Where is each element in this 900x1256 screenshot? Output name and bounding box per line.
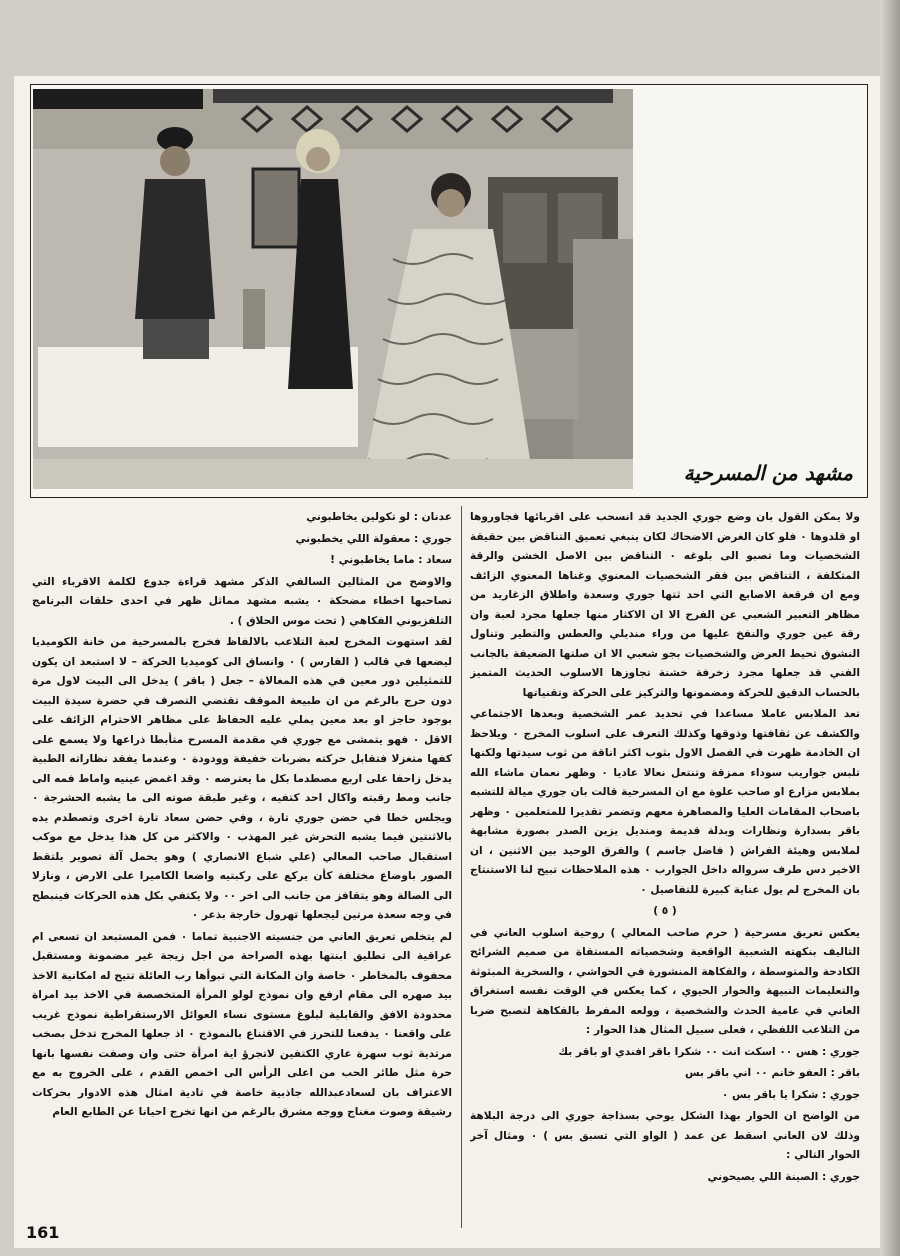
dialogue-line: باقر : العفو خانم ٠٠ اني باقر بس [685, 1067, 860, 1079]
paragraph: تعد الملابس عاملا مساعدا في تحديد عمر الشخصية وبعدها الاجتماعي والكشف عن ثقافتها وذوقها وكذلك التعرف على اسلوب المخرج ٠ ويلاحظ ان الخادمة ظهرت في الفصل الاول بثوب اكثر اناقة من ثوب سيدتها ولكنها تلبس جواريب سوداء ممزقة وتنتعل نعالا عاديا ٠ وظهر نعمان ماشاء الله بملابس مزارع او صاحب علوة مع ان المسرحية قالت بان جوري ميالة للتشبه باصحاب المقامات العليا والمصاهرة معهم وتضمر تقديرا للمتعلمين ٠ وظهر باقر بسدارة ونظارات وبدلة قديمة ومنديل يزين الصدر بصورة مشابهة لملابس وهيئة الفراش ( فاضل جاسم ) والفرق الوحيد بين الاثنين ، ان الاخير دس طرف سرواله داخل الجوارب ٠ هذه الملاحظات تبيح لنا الاستنتاج بان المخرج لم يول عناية كبيرة للتفاصيل ٠ [470, 708, 860, 896]
photo-caption: مشهد من المسرحية [683, 461, 853, 485]
dialogue-line: جوري : الصينة اللي يصيحوني [707, 1170, 860, 1183]
paragraph: لم يتخلص تعريق العاني من جنسيته الاجنبية تماما ٠ فمن المستبعد ان تسعى ام عراقية الى تطليق ابنتها بهذه الصراحة من اجل زيجة غير مضمونة ومستقبل محفوف بالمخاطر ٠ خاصة وان المكانة التي تبوأها رب العائلة تتيح له امكانية الاخذ بيد صهره الى مقام ارفع وان نموذج لولو المرأة المتخصصة في الاخذ بيد امراة محدودة الافق والقابلية لبلوغ مستوى نساء العوائل الارستقراطية نموذج غريب على واقعنا ٠ يدفعنا للتحرز في الاقتناع بالنموذج ٠ اذ جعلها المخرج تدخل بصخب مرتدية ثوب سهرة عاري الكتفين لاتجرؤ اية امرأة حتى وان وصفت نفسها بانها حرة مثل طائر الحب من اعلى الرأس الى اخمص القدم ، على الخروج به مع الاعتراف بان لسعادعبدالله جاذبية خاصة في تادية امثال هذه الادوار بحركات رشيقة وصوت مغناج ووجه مشرق بالرغم من انها تخرج احيانا عن الطابع العام [32, 930, 452, 1118]
paragraph: لقد استهوت المخرج لعبة التلاعب بالالفاظ فخرج بالمسرحية من خانة الكوميديا ليضعها في قالب ( الفارس ) ٠ وانساق الى كوميديا الحركة – لا استبعد ان يكون للتمثيلين دور معين في هذه المغالاة – جعل ( باقر ) يدخل الى البيت لاول مرة دون حرج بالرغم من ان طبيعة الموقف تقتضي التصرف في حضرة سيدة البيت بوجود حاجز او بعد معين يملي عليه الحفاظ على مظاهر الاحترام الزائف على الاقل ٠ فهو يتمشى مع جوري في مقدمة المسرح متأبطا ذراعها ولا يسمع على كفها متغزلا فتقابل حركته بضربات خفيفة وودودة ٠ وعندما يفقد نظاراته الطبية يدخل زاحفا على اربع مصطدما بكل ما يعترضه ٠ وقد اغمض عينيه واماط فمه الى جانب ومط رقبته واكال احد كتفيه ، وغير طبقة صوته الى ما يشبه الحشرجة ٠ ويجلس خطا في حضن جوري تارة ، وفي حضن سعاد تارة اخرى وتصطدم يده بالاثنتين فيما يشبه التحرش غير المهذب ٠ والاكثر من كل هذا يدخل مع موكب استقبال صاحب المعالي (علي شباع الانصاري ) وهو يحمل آلة تصوير يلتقط الصور باوضاع مختلفة كأن يركع على ركبتيه واضعا الكاميرا على الارض ، ونازلا الى الصالة وهو يتقافز من جانب الى اخر ٠٠ ولا يكتفي بكل هذه الحركات فينبطح في وجه سعدة مرتين ليجعلها تهرول خارجة بذعر ٠ [32, 636, 452, 921]
article-column-left [32, 508, 452, 1248]
paragraph: ولا يمكن القول بان وضع جوري الجديد قد انسحب على اقربائها فجاوروها او قلدوها ٠ فلو كان الغرض الاضحاك لكان ينبغي تعميق التناقض بين حقيقة الشخصيات وما تصبو الى بلوغه ٠ التناقض بين الاصل الخشن والرقة المتكلفة ، التناقض بين فقر الشخصيات المعنوي وغناها المعنوي الزائف ومع ان فرقعة الاصابع التي احد ثتها جوري وسعدة واطلاق الزغاريد من مظاهر التعبير الشعبي عن الفرح الا ان الاكثار منها جعلها مجرد لعبة وان رقة عين جوري والنفخ عليها من وراء منديلي والعطس والتطير وتناول النشوق تحيط العرض والشخصيات بجو شعبي الا ان صلتها الضعيفة بالجانب الفني قد جعلها مجرد زخرفة خشنة تجاوزها الاسلوب الحديث المتميز بالحساب الدقيق للحركة ومضمونها والتركيز على الحركة وتقنياتها [470, 511, 860, 699]
dialogue-line: عدنان : لو تكولين يخاطبوني [306, 511, 452, 523]
dialogue-line: جوري : هس ٠٠ اسكت انت ٠٠ شكرا باقر افندي او باقر بك [558, 1045, 860, 1058]
dialogue-line: جوري : معقولة اللي يخطبوني [295, 532, 452, 545]
photo-frame [30, 84, 868, 498]
paragraph: يعكس تعريق مسرحية ( حرم صاحب المعالي ) روحية اسلوب العاني في التاليف بنكهته الشعبية الواقعية وشخصياته المستقاة من صميم الشرائح الكادحة والمتوسطة ، والفكاهة المنشورة في الحواشي ، والسخرية المبثوثة والتعليمات النبيهة والحوار الحيوي ، كما يعكس في الوقت نفسه استغراق العاني في عامية الحدث والشخصية ، وولعه المفرط بالفكاهة لتصبح ضربا من التلاعب اللفظي ، فعلى سبيل المثال هذا الحوار : [470, 926, 860, 1036]
dialogue-line: جوري : شكرا يا باقر بس ٠ [721, 1088, 860, 1101]
page-number: 161 [26, 1223, 60, 1242]
paragraph: من الواضح ان الحوار بهذا الشكل يوحي بسذاجة جوري الى درجة البلاهة وذلك لان العاني اسقط عن عمد ( الواو التي تسبق بس ) ٠ ومثال آخر الحوار التالي : [470, 1110, 860, 1161]
paragraph: والاوضح من المثالين السالفي الذكر مشهد قراءة جدوع لكلمة الاقرباء التي تصاحبها اخطاء مضحكة ٠ يشبه مشهد مماثل ظهر في احدى حلقات البرنامج التلفزيوني الفكاهي ( تحت موس الحلاق ) . [32, 575, 452, 627]
section-number: ( ٥ ) [653, 905, 677, 917]
article-column-right [470, 508, 860, 1248]
column-divider [461, 506, 462, 1228]
page-binding-edge [880, 0, 900, 1256]
stage-photo [33, 89, 633, 489]
dialogue-line: سعاد : ماما يخاطبوني ! [330, 554, 452, 566]
